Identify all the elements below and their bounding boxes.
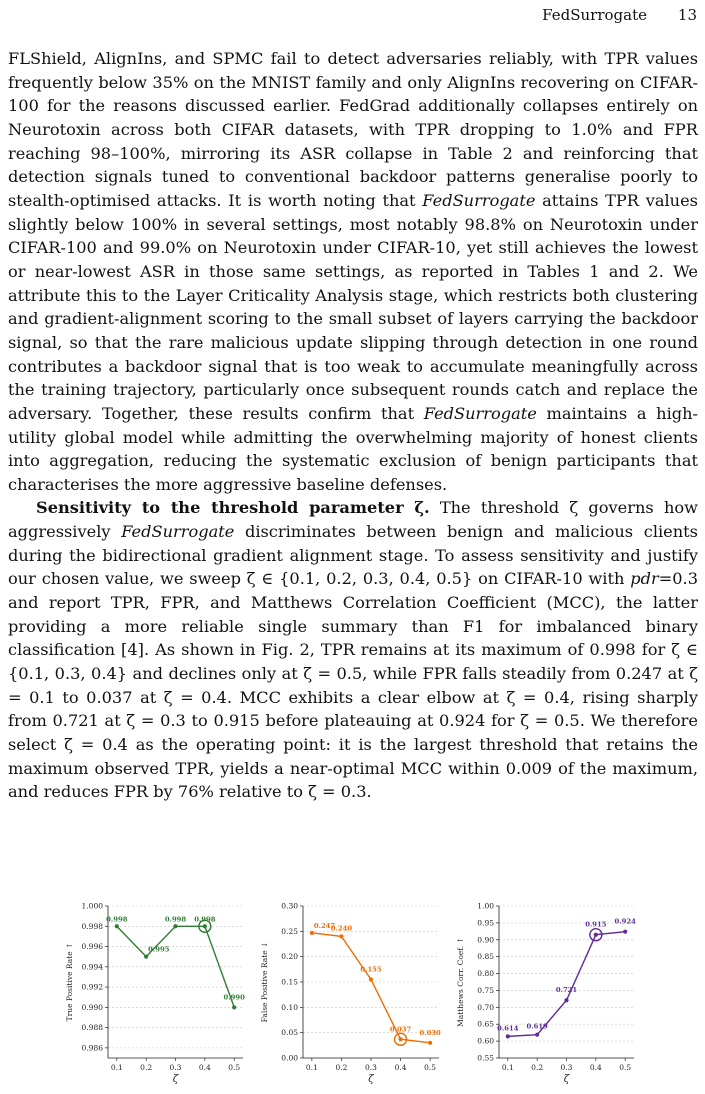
text-run: FedSurrogate — [121, 522, 235, 542]
text-run: FedSurrogate — [422, 190, 536, 210]
y-tick-label: 1.000 — [81, 901, 103, 911]
text-run: pdr — [630, 569, 659, 589]
y-tick-label: 0.990 — [81, 1002, 103, 1012]
y-axis-label: Matthews Corr. Coef. ↑ — [456, 937, 465, 1027]
data-point — [398, 1037, 402, 1041]
data-label: 0.990 — [223, 993, 245, 1002]
data-point — [173, 924, 177, 928]
paragraph — [8, 47, 698, 496]
y-tick-label: 0.10 — [281, 1002, 298, 1012]
data-label: 0.998 — [106, 915, 128, 924]
data-label: 0.155 — [360, 965, 382, 974]
y-tick-label: 0.90 — [477, 935, 494, 945]
data-label: 0.037 — [389, 1025, 412, 1034]
x-tick-label: 0.4 — [589, 1063, 602, 1072]
y-tick-label: 0.80 — [477, 969, 494, 979]
body-text — [8, 47, 698, 804]
data-point — [310, 931, 314, 935]
paragraph-heading: Sensitivity to the threshold parameter ζ. — [36, 498, 430, 518]
x-tick-label: 0.1 — [305, 1063, 318, 1072]
data-label: 0.619 — [526, 1022, 548, 1031]
data-label: 0.721 — [555, 986, 578, 995]
x-tick-label: 0.2 — [140, 1063, 153, 1072]
y-tick-label: 0.60 — [477, 1036, 494, 1046]
data-label: 0.247 — [313, 921, 336, 930]
x-axis-label: ζ — [172, 1074, 179, 1085]
data-point — [506, 1034, 510, 1038]
y-tick-label: 0.70 — [477, 1002, 494, 1012]
data-point — [339, 934, 343, 938]
text-run: attains TPR values slightly below 100% in several settings, most notably 98.8% on Neurotoxin under CIFAR-100 and 99.0% on Neurotoxin under CIFAR-10, yet still achieves the lowest or near-lowest ASR in those same settings, as reported in Tables 1 and 2. We attribute this to the Layer Criticality Analysis stage, which restricts both clustering and gradient-alignment scoring to the small subset of layers carrying the backdoor signal, so that the rare malicious update slipping through detection in one round contributes a backdoor signal that is too weak to accumulate meaningfully across the training trajectory, particularly once subsequent rounds catch and replace the adversary. Together, these results confirm that — [8, 190, 698, 423]
text-run: FLShield, AlignIns, and SPMC fail to detect adversaries reliably, with TPR values frequently below 35% on the MNIST family and only AlignIns recovering on CIFAR-100 for the reasons discussed earlier. FedGrad additionally collapses entirely on Neurotoxin across both CIFAR datasets, with TPR dropping to 1.0% and FPR reaching 98–100%, mirroring its ASR collapse in Table 2 and reinforcing that detection signals tuned to conventional backdoor patterns generalise poorly to stealth-optimised attacks. It is worth noting that — [8, 49, 698, 210]
series-line — [508, 932, 625, 1037]
data-point — [232, 1005, 236, 1009]
data-label: 0.998 — [164, 915, 187, 924]
text-run: maintains a high-utility global model while admitting the overwhelming majority of honest clients into aggregation, reducing the systematic exclusion of benign participants that characterises the more aggressive baseline defenses. — [8, 403, 699, 494]
y-tick-label: 0.998 — [81, 921, 103, 931]
data-label: 0.030 — [419, 1028, 441, 1037]
x-axis-label: ζ — [563, 1074, 570, 1085]
data-label: 0.998 — [194, 915, 216, 924]
data-label: 0.240 — [330, 924, 353, 933]
y-tick-label: 1.00 — [477, 901, 494, 911]
x-tick-label: 0.5 — [619, 1063, 632, 1072]
x-tick-label: 0.5 — [424, 1063, 437, 1072]
data-label: 0.924 — [614, 917, 636, 926]
threshold-sensitivity-charts — [50, 900, 655, 1090]
data-point — [564, 998, 568, 1002]
y-tick-label: 0.55 — [477, 1053, 494, 1063]
y-tick-label: 0.992 — [81, 982, 103, 992]
y-tick-label: 0.95 — [477, 918, 494, 928]
y-tick-label: 0.05 — [281, 1028, 298, 1038]
x-tick-label: 0.4 — [394, 1063, 407, 1072]
x-tick-label: 0.5 — [228, 1063, 241, 1072]
data-point — [115, 924, 119, 928]
data-point — [623, 930, 627, 934]
y-tick-label: 0.988 — [81, 1023, 103, 1033]
text-run: discriminates between benign and malicious clients during the bidirectional gradient alignment stage. To assess sensitivity and justify our chosen value, we sweep ζ ∈ {0.1, 0.2, 0.3, 0.4, 0.5} on CIFAR-10 with — [8, 522, 698, 589]
data-point — [369, 977, 373, 981]
page-number: 13 — [677, 6, 697, 24]
y-tick-label: 0.75 — [477, 985, 494, 995]
x-tick-label: 0.3 — [560, 1063, 573, 1072]
figure-threshold-sensitivity — [50, 900, 655, 1090]
y-tick-label: 0.00 — [281, 1053, 298, 1063]
x-tick-label: 0.3 — [365, 1063, 377, 1072]
text-run: FedSurrogate — [423, 403, 537, 423]
data-point — [535, 1033, 539, 1037]
data-label: 0.995 — [148, 945, 170, 954]
running-title: FedSurrogate — [542, 6, 647, 24]
data-point — [428, 1041, 432, 1045]
text-run: =0.3 and report TPR, FPR, and Matthews Correlation Coefficient (MCC), the latter providing a more reliable single summary than F1 for imbalanced binary classification [4]. As shown in Fig. 2, TPR remains at its maximum of 0.998 for ζ ∈ {0.1, 0.3, 0.4} and declines only at ζ = 0.5, while FPR falls steadily from 0.247 at ζ = 0.1 to 0.037 at ζ = 0.4. MCC exhibits a clear elbow at ζ = 0.4, rising sharply from 0.721 at ζ = 0.3 to 0.915 before plateauing at 0.924 for ζ = 0.5. We therefore select ζ = 0.4 as the operating point: it is the largest threshold that retains the maximum observed TPR, yields a near-optimal MCC within 0.009 of the maximum, and reduces FPR by 76% relative to ζ = 0.3. — [8, 569, 698, 802]
y-tick-label: 0.15 — [281, 977, 298, 987]
paragraph — [8, 496, 698, 804]
series-line — [312, 933, 430, 1043]
data-point — [144, 955, 148, 959]
data-point — [594, 933, 598, 937]
data-point — [203, 924, 207, 928]
running-header — [0, 6, 705, 26]
x-tick-label: 0.2 — [531, 1063, 544, 1072]
data-label: 0.915 — [585, 920, 607, 929]
y-tick-label: 0.996 — [81, 942, 103, 952]
text-run: The threshold ζ governs how aggressively — [8, 498, 698, 542]
x-tick-label: 0.1 — [110, 1063, 123, 1072]
y-tick-label: 0.25 — [281, 926, 298, 936]
y-tick-label: 0.986 — [81, 1043, 103, 1053]
y-axis-label: False Positive Rate ↓ — [260, 941, 269, 1023]
x-axis-label: ζ — [368, 1074, 374, 1085]
y-tick-label: 0.85 — [477, 952, 494, 962]
y-tick-label: 0.994 — [81, 962, 103, 972]
x-tick-label: 0.1 — [501, 1063, 514, 1072]
data-label: 0.614 — [497, 1024, 519, 1033]
x-tick-label: 0.2 — [335, 1063, 348, 1072]
y-tick-label: 0.30 — [281, 901, 298, 911]
y-tick-label: 0.65 — [477, 1019, 494, 1029]
x-tick-label: 0.3 — [169, 1063, 182, 1072]
x-tick-label: 0.4 — [198, 1063, 211, 1072]
y-axis-label: True Positive Rate ↑ — [65, 942, 74, 1022]
y-tick-label: 0.20 — [281, 952, 298, 962]
